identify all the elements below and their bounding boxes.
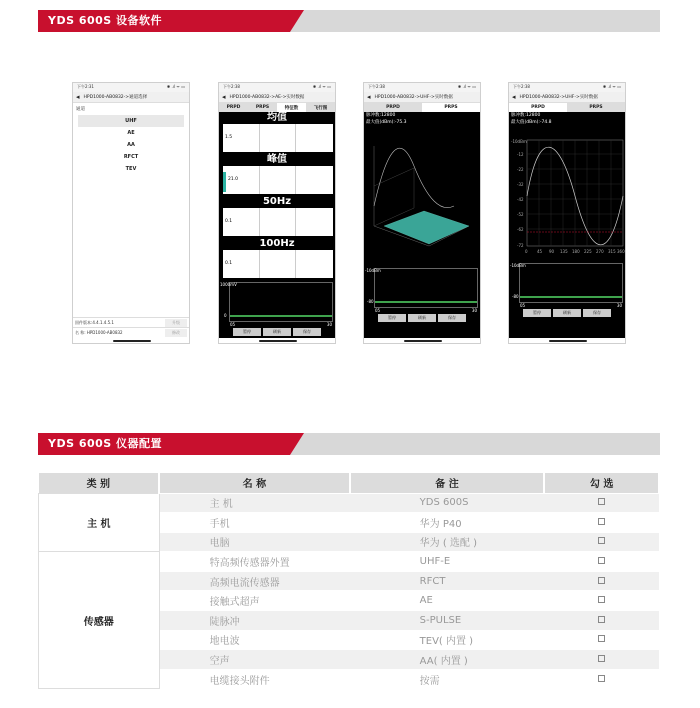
checkbox[interactable] bbox=[598, 596, 605, 603]
back-arrow-icon[interactable]: ◂ bbox=[367, 93, 371, 101]
channel-item-aa[interactable]: AA bbox=[127, 142, 135, 148]
checkbox[interactable] bbox=[598, 616, 605, 623]
item-note: 华为 P40 bbox=[350, 513, 545, 533]
screen-title: HPD1000-AB0832->通道选择 bbox=[83, 95, 148, 100]
tab-prps[interactable]: PRPS bbox=[248, 103, 277, 112]
x-tick-label: 135 bbox=[560, 249, 568, 254]
checkbox-cell[interactable] bbox=[544, 532, 659, 552]
checkbox[interactable] bbox=[598, 655, 605, 662]
nav-bar bbox=[364, 338, 480, 343]
checkbox-cell[interactable] bbox=[544, 611, 659, 631]
phone-screenshot-uhf-prpd bbox=[508, 82, 626, 344]
phone-screenshot-channel-select bbox=[72, 82, 190, 344]
checkbox-cell[interactable] bbox=[544, 571, 659, 591]
tab-prpd[interactable]: PRPD bbox=[509, 103, 567, 112]
item-name: 地电波 bbox=[159, 630, 350, 650]
max-value: 最大值(dBm):-75.3 bbox=[366, 120, 407, 125]
trend-chart: -10dBm -80 05 30 bbox=[510, 263, 622, 308]
col-header-category: 类 别 bbox=[39, 473, 160, 493]
tab-prps[interactable]: PRPS bbox=[422, 103, 480, 112]
item-note: UHF-E bbox=[350, 552, 545, 572]
tab-prpd[interactable]: PRPD bbox=[364, 103, 422, 112]
item-name: 高频电流传感器 bbox=[159, 571, 350, 591]
pause-button[interactable]: 暂停 bbox=[233, 328, 261, 336]
firmware-version: 固件版本:4.4.1.4.5.1 bbox=[75, 319, 114, 325]
back-arrow-icon[interactable]: ◂ bbox=[222, 93, 226, 101]
nav-bar bbox=[219, 338, 335, 343]
nav-bar bbox=[509, 338, 625, 343]
trend-chart: 1000mV 0 05 30 bbox=[220, 282, 332, 327]
pulse-count: 脉冲数:12800 bbox=[366, 113, 396, 118]
checkbox-cell[interactable] bbox=[544, 552, 659, 572]
x-tick-label: 315 bbox=[608, 249, 616, 254]
tab-prps[interactable]: PRPS bbox=[567, 103, 625, 112]
col-header-check: 勾 选 bbox=[544, 473, 659, 493]
checkbox-cell[interactable] bbox=[544, 493, 659, 513]
item-name: 电脑 bbox=[159, 532, 350, 552]
screen-title: HPD1000-AB0832->UHF->实时数据 bbox=[519, 95, 598, 100]
section-banner-config bbox=[38, 433, 660, 455]
pause-button[interactable]: 暂停 bbox=[378, 314, 406, 322]
checkbox-cell[interactable] bbox=[544, 513, 659, 533]
item-name: 特高频传感器外置 bbox=[159, 552, 350, 572]
item-note: 按需 bbox=[350, 669, 545, 689]
refresh-button[interactable]: 刷新 bbox=[408, 314, 436, 322]
item-note: 华为 ( 选配 ) bbox=[350, 532, 545, 552]
x-tick-label: 225 bbox=[584, 249, 592, 254]
meter-50hz: 0.1 bbox=[223, 208, 333, 236]
channel-item-tev[interactable]: TEV bbox=[125, 166, 137, 172]
back-arrow-icon[interactable]: ◂ bbox=[76, 93, 80, 101]
prpd-chart bbox=[509, 126, 626, 261]
back-arrow-icon[interactable]: ◂ bbox=[512, 93, 516, 101]
item-name: 空声 bbox=[159, 650, 350, 670]
item-note: AE bbox=[350, 591, 545, 611]
meter-title-peak: 峰值 bbox=[267, 154, 287, 165]
channel-item-rfct[interactable]: RFCT bbox=[123, 154, 139, 160]
refresh-button[interactable]: 刷新 bbox=[553, 309, 581, 317]
item-note: S-PULSE bbox=[350, 611, 545, 631]
table-header-row bbox=[39, 473, 660, 493]
x-tick-label: 45 bbox=[537, 249, 543, 254]
table-row bbox=[39, 552, 660, 572]
meter-title-100hz: 100Hz bbox=[259, 238, 295, 249]
checkbox[interactable] bbox=[598, 498, 605, 505]
title-bar bbox=[73, 92, 189, 103]
y-tick-label: -62 bbox=[517, 227, 524, 232]
col-header-note: 备 注 bbox=[350, 473, 545, 493]
y-tick-label: -52 bbox=[517, 212, 524, 217]
y-tick-label: -12 bbox=[517, 152, 524, 157]
category-host: 主 机 bbox=[39, 493, 160, 552]
checkbox-cell[interactable] bbox=[544, 669, 659, 689]
checkbox-cell[interactable] bbox=[544, 650, 659, 670]
save-button[interactable]: 保存 bbox=[583, 309, 611, 317]
item-name: 接触式超声 bbox=[159, 591, 350, 611]
item-name: 手机 bbox=[159, 513, 350, 533]
item-name: 主 机 bbox=[159, 493, 350, 513]
x-tick-label: 0 bbox=[525, 249, 528, 254]
tab-prpd[interactable]: PRPD bbox=[219, 103, 248, 112]
x-tick-label: 90 bbox=[549, 249, 555, 254]
phone-screenshot-ae-feature bbox=[218, 82, 336, 344]
status-bar: 下午2:38 ✱ .ıl ᯤ ▭ bbox=[364, 83, 480, 92]
checkbox-cell[interactable] bbox=[544, 591, 659, 611]
checkbox[interactable] bbox=[598, 675, 605, 682]
screen-title: HPD1000-AB0832->UHF->实时数据 bbox=[374, 95, 453, 100]
category-sensor: 传感器 bbox=[39, 552, 160, 689]
item-note: TEV( 内置 ) bbox=[350, 630, 545, 650]
title-bar bbox=[219, 92, 335, 103]
screen-title: HPD1000-AB0832->AE->实时数据 bbox=[229, 95, 305, 100]
item-note: AA( 内置 ) bbox=[350, 650, 545, 670]
modify-button[interactable]: 修改 bbox=[165, 329, 187, 337]
x-tick-label: 270 bbox=[596, 249, 604, 254]
item-name: 陡脉冲 bbox=[159, 611, 350, 631]
item-name: 电缆接头附件 bbox=[159, 669, 350, 689]
section-banner-software bbox=[38, 10, 660, 32]
checkbox[interactable] bbox=[598, 557, 605, 564]
y-tick-label: -42 bbox=[517, 197, 524, 202]
pulse-count: 脉冲数:12800 bbox=[511, 113, 541, 118]
save-button[interactable]: 保存 bbox=[438, 314, 466, 322]
max-value: 最大值(dBm):-74.8 bbox=[511, 120, 552, 125]
y-tick-label: -10dBm bbox=[511, 139, 527, 144]
refresh-button[interactable]: 刷新 bbox=[263, 328, 291, 336]
trend-chart: -10dBm -80 05 30 bbox=[365, 268, 477, 313]
title-bar bbox=[509, 92, 625, 103]
meter-peak: 21.0 bbox=[223, 166, 333, 194]
checkbox[interactable] bbox=[598, 518, 605, 525]
meter-100hz: 0.1 bbox=[223, 250, 333, 278]
config-table bbox=[38, 473, 660, 689]
section-title: YDS 600S 仪器配置 bbox=[38, 433, 290, 455]
channel-label: 通道 bbox=[76, 107, 85, 112]
channel-item-ae[interactable]: AE bbox=[127, 130, 135, 136]
x-tick-label: 360 bbox=[617, 249, 625, 254]
status-bar: 下午2:38 ✱ .ıl ᯤ ▭ bbox=[509, 83, 625, 92]
status-bar: 下午2:31 ✱ .ıl ᯤ ▭ bbox=[73, 83, 189, 92]
meter-mean: 1.5 bbox=[223, 124, 333, 152]
item-note: RFCT bbox=[350, 571, 545, 591]
title-bar bbox=[364, 92, 480, 103]
nav-bar bbox=[73, 338, 189, 343]
tab-feature[interactable]: 特征数 bbox=[277, 103, 306, 112]
save-button[interactable]: 保存 bbox=[293, 328, 321, 336]
y-tick-label: -22 bbox=[517, 167, 524, 172]
item-note: YDS 600S bbox=[350, 493, 545, 513]
col-header-name: 名 称 bbox=[159, 473, 350, 493]
meter-title-50hz: 50Hz bbox=[262, 196, 292, 207]
channel-item-uhf[interactable]: UHF bbox=[78, 115, 184, 127]
pause-button[interactable]: 暂停 bbox=[523, 309, 551, 317]
device-name: 名 称: HPD1000-AB0832 bbox=[75, 329, 123, 335]
table-row bbox=[39, 493, 660, 513]
checkbox[interactable] bbox=[598, 635, 605, 642]
y-tick-label: -32 bbox=[517, 182, 524, 187]
tab-flight[interactable]: 飞行图 bbox=[306, 103, 335, 112]
phone-screenshot-uhf-prps bbox=[363, 82, 481, 344]
meter-title-mean: 均值 bbox=[267, 112, 287, 123]
section-title: YDS 600S 设备软件 bbox=[38, 10, 290, 32]
checkbox-cell[interactable] bbox=[544, 630, 659, 650]
y-tick-label: -72 bbox=[517, 243, 524, 248]
prps-3d-chart bbox=[364, 126, 481, 266]
checkbox[interactable] bbox=[598, 537, 605, 544]
checkbox[interactable] bbox=[598, 577, 605, 584]
upgrade-button[interactable]: 升级 bbox=[165, 319, 187, 327]
x-tick-label: 180 bbox=[572, 249, 580, 254]
status-bar: 下午2:38 ✱ .ıl ᯤ ▭ bbox=[219, 83, 335, 92]
